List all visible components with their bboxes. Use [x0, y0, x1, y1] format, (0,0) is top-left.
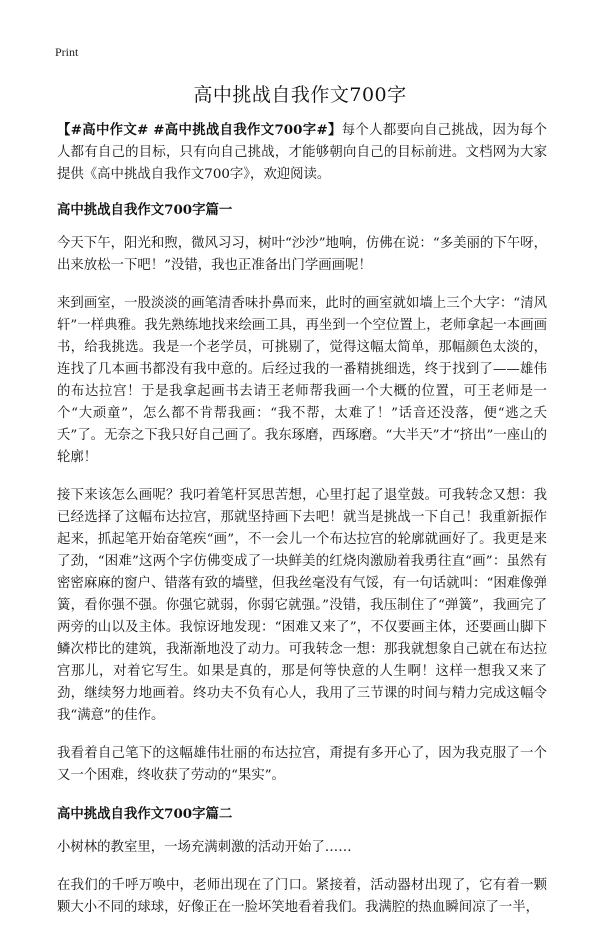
document-body [57, 119, 547, 935]
section-1-paragraph-2: 来到画室，一股淡淡的画笔清香味扑鼻而来，此时的画室就如墙上三个大字：“清风轩”一样典雅。我先熟练地找来绘画工具，再坐到一个空位置上，老师拿起一本画画书，给我挑选。我是一个老学员，可挑剔了，觉得这幅太简单，那幅颜色太淡的，连找了几本画书都没有我中意的。后经过我的一番精挑细选，终于找到了——雄伟的布达拉宫！于是我拿起画书去请王老师帮我画一个大概的位置，可王老师是一个“大顽童”，怎么都不肯帮我画：“我不帮，太难了！”话音还没落，便“逃之夭夭”了。无奈之下我只好自己画了。我东琢磨，西琢磨。“大半天”才“挤出”一座山的轮廓！ [57, 296, 547, 465]
section-heading-2: 高中挑战自我作文700字篇二 [57, 806, 233, 822]
intro-tag: 【#高中作文# #高中挑战自我作文700字#】 [57, 122, 342, 138]
intro-paragraph [57, 119, 547, 186]
section-1-paragraph-1: 今天下午，阳光和煦，微风习习，树叶“沙沙”地响，仿佛在说：“多美丽的下午呀，出来放松一下吧！”没错，我也正准备出门学画画呢！ [57, 236, 547, 273]
document-title: 高中挑战自我作文700字 [193, 84, 407, 106]
print-link[interactable]: Print [55, 45, 79, 59]
section-2-paragraph-1: 小树林的教室里，一场充满刺激的活动开始了…… [57, 840, 352, 855]
section-1-paragraph-3: 接下来该怎么画呢？我叼着笔杆冥思苦想，心里打起了退堂鼓。可我转念又想：我已经选择了这幅布达拉宫，那就坚持画下去吧！就当是挑战一下自己！我重新振作起来，抓起笔开始奋笔疾“画”，不一会儿一个布达拉宫的轮廓就画好了。我更是来了劲，“困难”这两个字仿佛变成了一块鲜美的红烧肉激励着我勇往直“画”：虽然有密密麻麻的窗户、错落有致的墙壁，但我丝毫没有气馁，有一句话就叫：“困难像弹簧，看你强不强。你强它就弱，你弱它就强。”没错，我压制住了“弹簧”，我画完了两旁的山以及主体。我惊讶地发现：“困难又来了”，不仅要画主体，还要画山脚下鳞次栉比的建筑，我渐渐地没了动力。可我转念一想：那我就想象自己就在布达拉宫那儿，对着它写生。如果是真的，那是何等快意的人生啊！这样一想我又来了劲，继续努力地画着。终功夫不负有心人，我用了三节课的时间与精力完成这幅令我“满意”的佳作。 [57, 488, 547, 723]
section-1-paragraph-4: 我看着自己笔下的这幅雄伟壮丽的布达拉宫，甭提有多开心了，因为我克服了一个又一个困难，终收获了劳动的“果实”。 [57, 746, 547, 783]
intro-text: 每个人都要向自己挑战，因为每个人都有自己的目标，只有向自己挑战，才能够朝向自己的目标前进。文档网为大家提供《高中挑战自我作文700字》，欢迎阅读。 [57, 123, 548, 182]
section-heading-1: 高中挑战自我作文700字篇一 [57, 202, 233, 218]
section-2-paragraph-2: 在我们的千呼万唤中，老师出现在了门口。紧接着，活动器材出现了，它有着一颗颗大小不同的球球，好像正在一脸坏笑地看着我们。我满腔的热血瞬间凉了一半， [57, 878, 547, 915]
